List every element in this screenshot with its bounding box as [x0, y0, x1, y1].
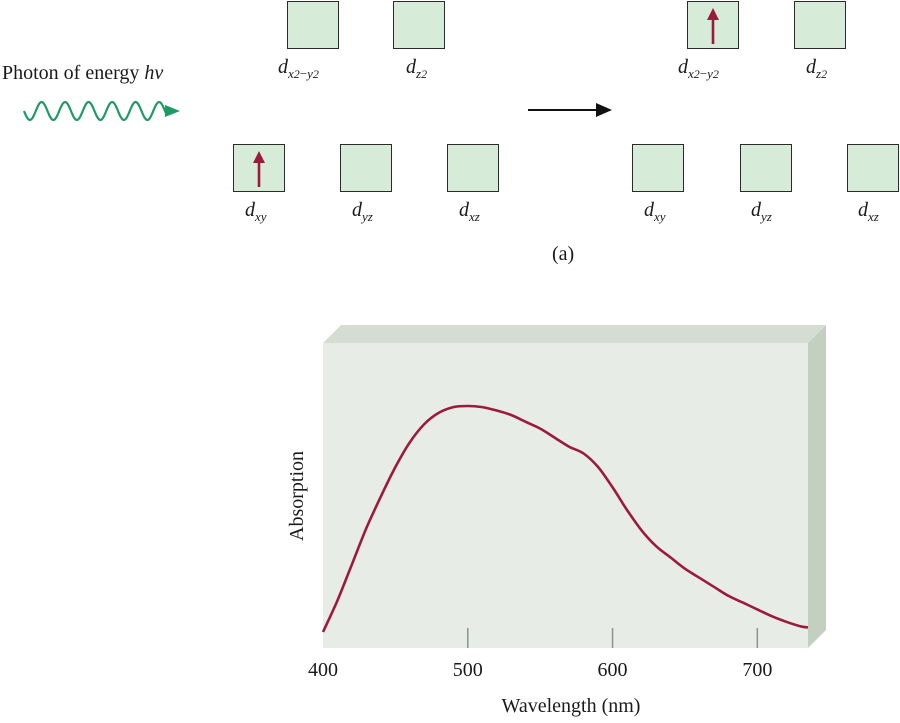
- x-axis-label: Wavelength (nm): [501, 695, 641, 717]
- label-before-dx2-y2: $d_{x2-y2}$: [278, 56, 319, 81]
- label-after-dyz: $d_{yz}$: [751, 199, 772, 224]
- label-after-dxy: $d_{xy}$: [644, 199, 666, 224]
- chart-panel-top-face: [323, 325, 826, 343]
- photon-label-text: Photon of energy: [2, 62, 145, 84]
- x-tick-label: 500: [452, 659, 483, 681]
- x-tick-label: 700: [742, 659, 773, 681]
- x-tick-label: 400: [308, 659, 338, 681]
- photon-energy-symbol: hν: [144, 62, 164, 84]
- label-before-dxy: $d_{xy}$: [245, 199, 267, 224]
- panel-label: (a): [552, 243, 575, 265]
- chart-panel: [323, 343, 808, 648]
- label-after-dz2: $d_{z2}$: [806, 56, 828, 81]
- chart-panel-side-face: [808, 325, 826, 648]
- label-before-dyz: $d_{yz}$: [352, 199, 373, 224]
- y-axis-label: Absorption: [286, 451, 308, 541]
- label-before-dxz: $d_{xz}$: [459, 199, 480, 224]
- label-after-dx2-y2: $d_{x2-y2}$: [678, 56, 719, 81]
- label-after-dxz: $d_{xz}$: [858, 199, 879, 224]
- x-tick-label: 600: [597, 659, 628, 681]
- label-before-dz2: $d_{z2}$: [406, 56, 428, 81]
